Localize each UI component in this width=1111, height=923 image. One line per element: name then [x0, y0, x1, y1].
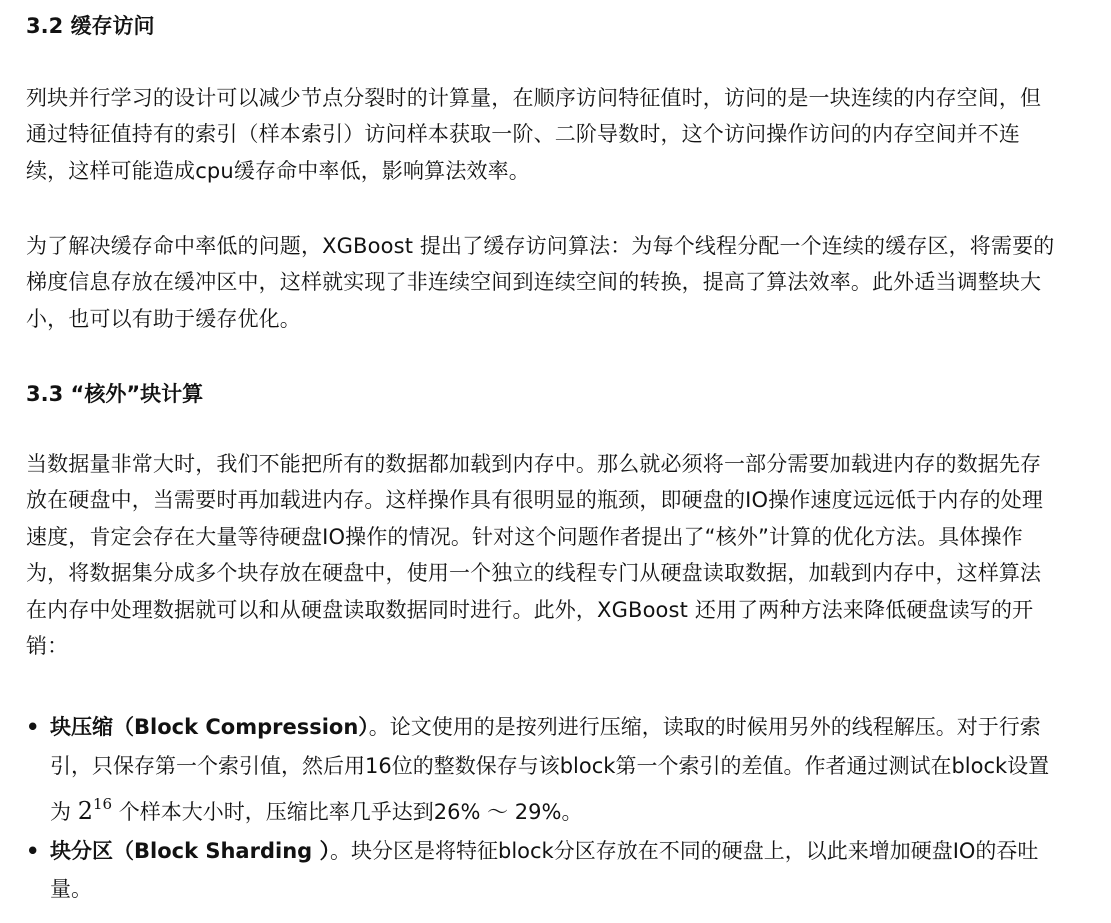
list-item-block-compression — [26, 708, 1061, 832]
bullet-text: 。论文使用的是按列进行压缩，读取的时候用另外的线程解压。对于行索引，只保存第一个索引值，然后用16位的整数保存与该block第一个索引的差值。作者通过测试在block设置为 — [50, 715, 1050, 824]
section-heading-cache-access: 3.2 缓存访问 — [26, 14, 155, 38]
bullet-marker: • — [26, 838, 40, 863]
math-base: 2 — [77, 797, 93, 825]
bullet-marker: • — [26, 715, 40, 739]
math-exponent: 16 — [92, 795, 113, 813]
paragraph-column-block-learning: 列块并行学习的设计可以减少节点分裂时的计算量，在顺序访问特征值时，访问的是一块连续的内存空间，但通过特征值持有的索引（样本索引）访问样本获取一阶、二阶导数时，这个访问操作访问的内存空间并不连续，这样可能造成cpu缓存命中率低，影响算法效率。 — [26, 86, 1042, 183]
bullet-text: 。块分区是将特征block分区存放在不同的硬盘上，以此来增加硬盘IO的吞吐量。 — [50, 838, 1039, 901]
paragraph-out-of-core-computation: 当数据量非常大时，我们不能把所有的数据都加载到内存中。那么就必须将一部分需要加载进内存的数据先存放在硬盘中，当需要时再加载进内存。这样操作具有很明显的瓶颈，即硬盘的IO操作速度远远低于内存的处理速度，肯定会存在大量等待硬盘IO操作的情况。针对这个问题作者提出了“核外”计算的优化方法。具体操作为，将数据集分成多个块存放在硬盘中，使用一个独立的线程专门从硬盘读取数据，加载到内存中，这样算法在内存中处理数据就可以和从硬盘读取数据同时进行。此外，XGBoost 还用了两种方法来降低硬盘读写的开销： — [26, 452, 1044, 659]
optimization-bullet-list — [26, 708, 1061, 909]
bullet-title: 块分区（Block Sharding ） — [50, 838, 330, 863]
bullet-text-continued: 个样本大小时，压缩比率几乎达到26% ～ 29%。 — [118, 800, 583, 824]
math-power-of-two — [78, 797, 112, 825]
bullet-title: 块压缩（Block Compression） — [50, 715, 369, 739]
section-heading-out-of-core: 3.3 “核外”块计算 — [26, 382, 204, 406]
paragraph-cache-access-algorithm: 为了解决缓存命中率低的问题，XGBoost 提出了缓存访问算法：为每个线程分配一个连续的缓存区，将需要的梯度信息存放在缓冲区中，这样就实现了非连续空间到连续空间的转换，提高了算法效率。此外适当调整块大小，也可以有助于缓存优化。 — [26, 234, 1055, 331]
list-item-block-sharding — [26, 832, 1061, 909]
